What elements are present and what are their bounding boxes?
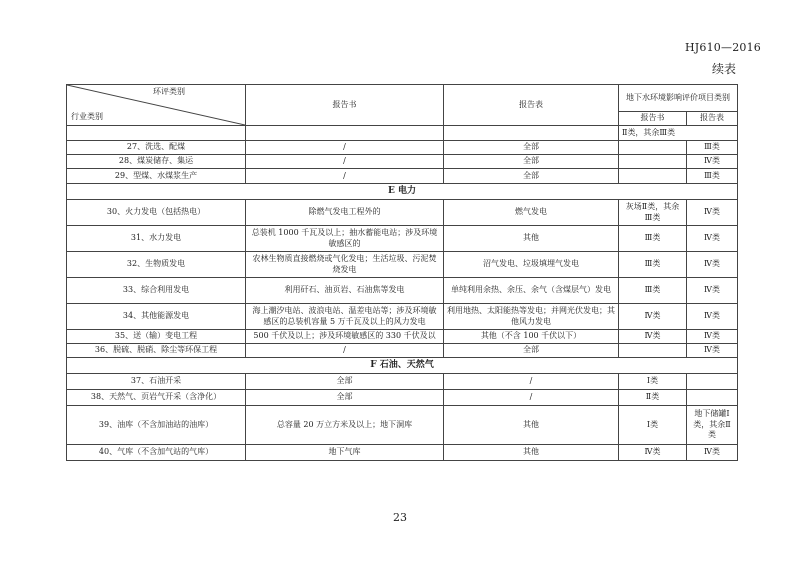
- report-book-cell: 农林生物质直接燃烧或气化发电；生活垃圾、污泥焚烧发电: [246, 252, 444, 278]
- gw-form-cell: Ⅳ类: [687, 330, 738, 344]
- gw-book-cell: [619, 155, 687, 169]
- section-row: [67, 358, 738, 374]
- gw-form-cell: Ⅳ类: [687, 344, 738, 358]
- gw-book-cell: Ⅳ类: [619, 330, 687, 344]
- gw-book-cell: Ⅱ类: [619, 390, 687, 406]
- gw-book-cell: Ⅲ类: [619, 252, 687, 278]
- eia-category-label: 环评类别: [153, 87, 185, 96]
- table-row: [67, 200, 738, 226]
- report-book-cell: /: [246, 169, 444, 184]
- report-book-header: 报告书: [246, 85, 444, 126]
- report-form-cell: 其他: [444, 445, 619, 461]
- industry-cell: 37、石油开采: [67, 374, 246, 390]
- report-form-cell: 其他: [444, 226, 619, 252]
- table-row: [67, 169, 738, 184]
- industry-cell: 40、气库（不含加气站的气库）: [67, 445, 246, 461]
- gw-form-cell: Ⅳ类: [687, 304, 738, 330]
- report-form-cell: 全部: [444, 344, 619, 358]
- report-form-cell: 全部: [444, 169, 619, 184]
- gw-note-cell: Ⅱ类，其余Ⅲ类: [619, 126, 738, 141]
- gw-form-cell: Ⅳ类: [687, 226, 738, 252]
- table-body: [67, 141, 738, 461]
- section-row: [67, 184, 738, 200]
- gw-book-cell: Ⅰ类: [619, 406, 687, 445]
- report-form-cell: 单纯利用余热、余压、余气（含煤层气）发电: [444, 278, 619, 304]
- report-form-cell: /: [444, 390, 619, 406]
- table-row: [67, 226, 738, 252]
- industry-cell: 32、生物质发电: [67, 252, 246, 278]
- report-book-cell: 利用矸石、油页岩、石油焦等发电: [246, 278, 444, 304]
- report-form-cell: 燃气发电: [444, 200, 619, 226]
- report-book-cell: 全部: [246, 374, 444, 390]
- gw-form-cell: Ⅳ类: [687, 445, 738, 461]
- report-form-cell: 全部: [444, 155, 619, 169]
- industry-cell: 38、天然气、页岩气开采（含净化）: [67, 390, 246, 406]
- gw-book-cell: [619, 141, 687, 155]
- header-row-1: [67, 85, 738, 112]
- gw-book-cell: Ⅳ类: [619, 445, 687, 461]
- header-note-row: [67, 126, 738, 141]
- gw-report-book-header: 报告书: [619, 112, 687, 126]
- table-row: [67, 344, 738, 358]
- industry-cell: 30、火力发电（包括热电）: [67, 200, 246, 226]
- gw-form-cell: 地下储罐Ⅰ类，其余Ⅱ类: [687, 406, 738, 445]
- gw-form-cell: Ⅲ类: [687, 141, 738, 155]
- industry-cell: 31、水力发电: [67, 226, 246, 252]
- gw-form-cell: Ⅳ类: [687, 155, 738, 169]
- gw-form-cell: Ⅳ类: [687, 278, 738, 304]
- table-row: [67, 374, 738, 390]
- gw-book-cell: Ⅲ类: [619, 278, 687, 304]
- page-number: 23: [393, 511, 407, 524]
- report-form-cell: /: [444, 374, 619, 390]
- gw-book-cell: Ⅲ类: [619, 226, 687, 252]
- industry-cell: 29、型煤、水煤浆生产: [67, 169, 246, 184]
- report-book-cell: 海上潮汐电站、波浪电站、温差电站等；涉及环境敏感区的总装机容量 5 万千瓦及以上的风力发电: [246, 304, 444, 330]
- report-book-cell: /: [246, 344, 444, 358]
- report-form-cell: 全部: [444, 141, 619, 155]
- table-row: [67, 278, 738, 304]
- table-row: [67, 252, 738, 278]
- gw-form-cell: Ⅳ类: [687, 200, 738, 226]
- section-title: F 石油、天然气: [67, 358, 738, 374]
- report-form-cell: 其他（不含 100 千伏以下）: [444, 330, 619, 344]
- groundwater-category-header: 地下水环境影响评价项目类别: [619, 85, 738, 112]
- diagonal-header-cell: [67, 85, 246, 126]
- continued-label: 续表: [712, 62, 737, 76]
- report-book-cell: 全部: [246, 390, 444, 406]
- gw-book-cell: [619, 344, 687, 358]
- report-book-cell: 地下气库: [246, 445, 444, 461]
- table-row: [67, 330, 738, 344]
- report-book-cell: 总装机 1000 千瓦及以上；抽水蓄能电站；涉及环境敏感区的: [246, 226, 444, 252]
- table-row: [67, 390, 738, 406]
- gw-book-cell: [619, 169, 687, 184]
- report-book-cell: 500 千伏及以上；涉及环境敏感区的 330 千伏及以: [246, 330, 444, 344]
- gw-report-form-header: 报告表: [687, 112, 738, 126]
- report-form-header: 报告表: [444, 85, 619, 126]
- gw-form-cell: Ⅳ类: [687, 252, 738, 278]
- industry-category-label: 行业类别: [71, 111, 103, 121]
- gw-book-cell: Ⅰ类: [619, 374, 687, 390]
- table-row: [67, 406, 738, 445]
- industry-cell: 27、洗选、配煤: [67, 141, 246, 155]
- report-form-cell: 其他: [444, 406, 619, 445]
- gw-form-cell: Ⅲ类: [687, 169, 738, 184]
- report-book-cell: 总容量 20 万立方米及以上；地下洞库: [246, 406, 444, 445]
- industry-cell: 36、脱硫、脱硝、除尘等环保工程: [67, 344, 246, 358]
- gw-form-cell: [687, 390, 738, 406]
- industry-cell: 34、其他能源发电: [67, 304, 246, 330]
- table-row: [67, 141, 738, 155]
- industry-cell: 35、送（输）变电工程: [67, 330, 246, 344]
- table-row: [67, 155, 738, 169]
- industry-cell: 28、煤炭储存、集运: [67, 155, 246, 169]
- industry-cell: 39、油库（不含加油站的油库）: [67, 406, 246, 445]
- gw-form-cell: [687, 374, 738, 390]
- report-book-cell: /: [246, 141, 444, 155]
- classification-table: [66, 84, 738, 461]
- industry-cell: 33、综合利用发电: [67, 278, 246, 304]
- section-title: E 电力: [67, 184, 738, 200]
- report-form-cell: 利用地热、太阳能热等发电；并网光伏发电；其他风力发电: [444, 304, 619, 330]
- report-book-cell: /: [246, 155, 444, 169]
- table-row: [67, 445, 738, 461]
- gw-book-cell: 灰场Ⅱ类，其余Ⅲ类: [619, 200, 687, 226]
- document-code: HJ610—2016: [685, 41, 761, 54]
- report-book-cell: 除燃气发电工程外的: [246, 200, 444, 226]
- gw-book-cell: Ⅳ类: [619, 304, 687, 330]
- report-form-cell: 沼气发电、垃圾填埋气发电: [444, 252, 619, 278]
- table-row: [67, 304, 738, 330]
